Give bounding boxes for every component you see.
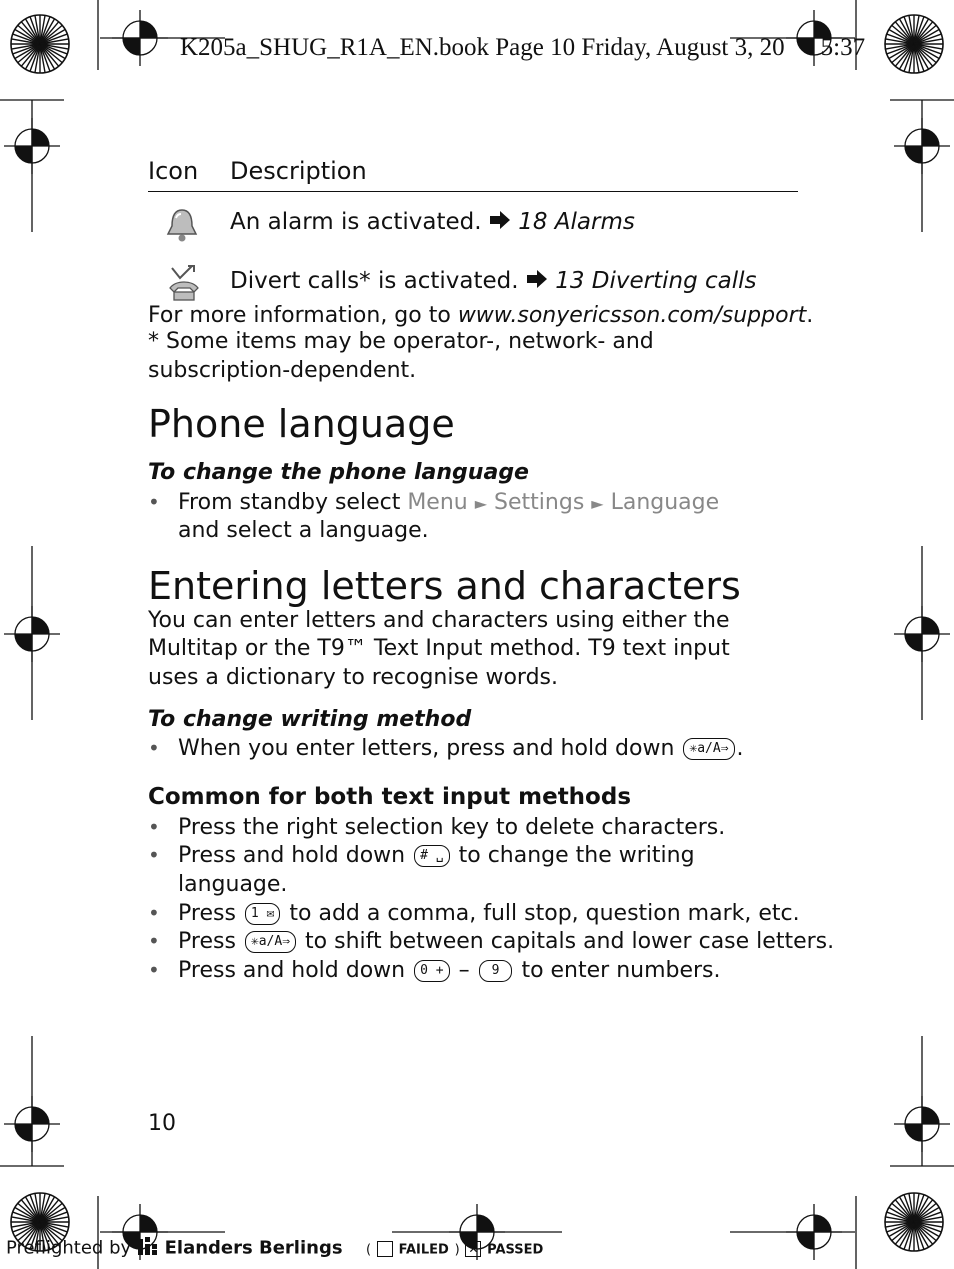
bullet-dot: • [148, 815, 160, 839]
subheading-common: Common for both text input methods [148, 784, 632, 810]
star-key-icon: ✳a/A⇒ [683, 738, 734, 760]
failed-label: FAILED [398, 1242, 449, 1258]
bullet-dot: • [148, 929, 160, 953]
paren-open: ( [366, 1242, 372, 1258]
menu-path-separator: ► [591, 494, 604, 513]
more-info-prefix: For more information, go to [148, 303, 458, 328]
subheading-writing-method: To change writing method [148, 707, 472, 732]
book-header-time: 5:37 [820, 34, 866, 61]
passed-label: PASSED [487, 1242, 544, 1258]
list-item-text: to add a comma, full stop, question mark, etc. [289, 901, 800, 926]
book-header [180, 34, 865, 62]
list-item-delete: Press the right selection key to delete characters. [178, 815, 726, 840]
zero-key-icon: 0 + [414, 960, 449, 982]
table-header-icon: Icon [148, 157, 199, 185]
list-item-shift [178, 928, 834, 956]
book-header-text: K205a_SHUG_R1A_EN.book Page 10 Friday, August 3, 20 [180, 34, 785, 61]
list-item-numbers [178, 957, 721, 985]
list-item-end: . [736, 736, 744, 761]
star-key-icon: ✳a/A⇒ [245, 931, 296, 953]
bullet-dot: • [148, 901, 160, 925]
footnote-line-1: * Some items may be operator-, network- and [148, 329, 654, 354]
list-item-text: to change the writing [458, 843, 695, 868]
menu-path-settings: Settings [494, 490, 585, 515]
more-info-line [148, 302, 813, 330]
table-row-reference: 13 Diverting calls [555, 268, 757, 294]
table-row-alarm [230, 209, 635, 235]
list-item-text: When you enter letters, press and hold down [178, 736, 675, 761]
arrow-right-icon [526, 268, 548, 294]
paragraph-line-2: Multitap or the T9™ Text Input method. T9 text input [148, 636, 730, 661]
brand-name: Elanders Berlings [164, 1237, 343, 1259]
paren-close: ) [454, 1242, 460, 1258]
table-row-divert [230, 268, 757, 294]
elanders-logo-icon [137, 1236, 159, 1261]
failed-checkbox-icon [377, 1241, 393, 1257]
menu-path-language: Language [610, 490, 720, 515]
table-row-text: Divert calls* is activated. [230, 268, 519, 294]
list-item-language [178, 489, 719, 518]
list-item-hold-hash [178, 842, 695, 870]
list-item-text: to shift between capitals and lower case letters. [305, 929, 835, 954]
paragraph-line-3: uses a dictionary to recognise words. [148, 665, 558, 690]
menu-path-separator: ► [474, 494, 488, 513]
paragraph-line-1: You can enter letters and characters using either the [148, 608, 730, 633]
list-item-text: Press and hold down [178, 958, 406, 983]
heading-phone-language: Phone language [148, 402, 455, 446]
table-row-reference: 18 Alarms [518, 209, 635, 235]
preflight-label: Preflighted by [6, 1237, 132, 1259]
list-item-text: to enter numbers. [521, 958, 721, 983]
list-item-dash: – [458, 958, 470, 983]
passed-checkbox-icon: ✕ [465, 1241, 481, 1257]
list-item-text: From standby select [178, 490, 408, 515]
list-item-text: Press and hold down [178, 843, 406, 868]
bell-icon [163, 206, 201, 248]
more-info-suffix: . [806, 303, 814, 328]
list-item-language-line2: and select a language. [178, 518, 429, 543]
heading-entering-letters: Entering letters and characters [148, 564, 741, 608]
support-url-link[interactable]: www.sonyericsson.com/support [457, 303, 807, 328]
list-item-writing-method [178, 735, 744, 763]
hash-key-icon: # ␣ [414, 845, 449, 867]
bullet-dot: • [148, 843, 160, 867]
list-item-comma [178, 900, 800, 928]
divert-call-icon [166, 264, 202, 306]
bullet-dot: • [148, 736, 160, 760]
menu-path-menu: Menu [407, 490, 468, 515]
arrow-right-icon [489, 209, 511, 235]
table-row-text: An alarm is activated. [230, 209, 482, 235]
list-item-text: Press [178, 929, 236, 954]
table-header-description: Description [230, 157, 367, 185]
subheading-change-language: To change the phone language [148, 460, 529, 485]
one-key-icon: 1 ✉ [245, 903, 280, 925]
bullet-dot: • [148, 958, 160, 982]
list-item-text: Press [178, 901, 236, 926]
preflight-footer [6, 1236, 543, 1261]
page-number: 10 [148, 1111, 176, 1136]
footnote-line-2: subscription-dependent. [148, 358, 417, 383]
bullet-dot: • [148, 490, 160, 514]
list-item-hold-hash-line2: language. [178, 872, 288, 897]
nine-key-icon: 9 [479, 960, 513, 982]
table-header-rule [148, 191, 798, 192]
